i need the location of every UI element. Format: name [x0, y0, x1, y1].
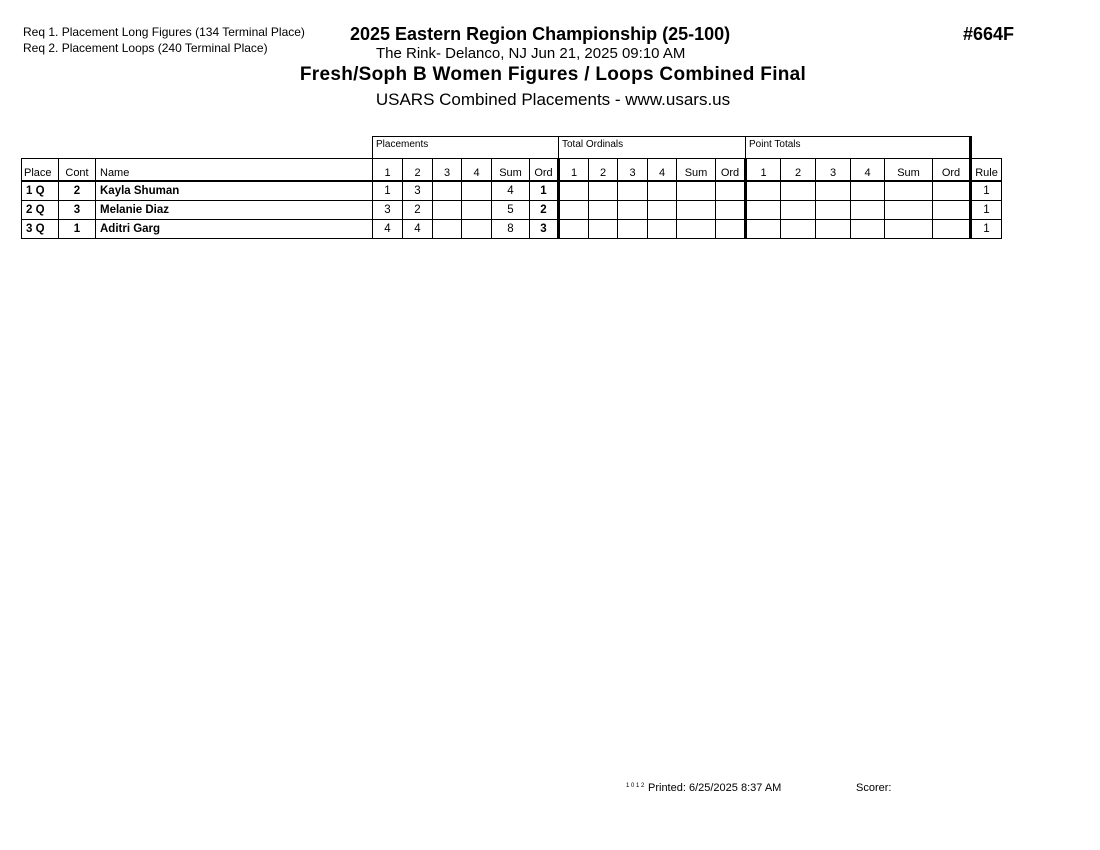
- empty-cell: [851, 181, 885, 201]
- empty-cell: [559, 220, 589, 239]
- ord-cell: 1: [530, 181, 559, 201]
- empty-cell: [716, 181, 746, 201]
- col-to-sum: Sum: [677, 159, 716, 182]
- col-pt-3: 3: [816, 159, 851, 182]
- footer-code: 1 0 1 2: [626, 783, 645, 789]
- col-pl-4: 4: [462, 159, 492, 182]
- group-total-ordinals: Total Ordinals: [559, 137, 746, 159]
- col-name: Name: [96, 159, 373, 182]
- placement-4-cell: [462, 201, 492, 220]
- empty-cell: [618, 220, 648, 239]
- col-to-1: 1: [559, 159, 589, 182]
- table-row: [22, 181, 1002, 201]
- placement-2-cell: 2: [403, 201, 433, 220]
- table-row: [22, 220, 1002, 239]
- col-pl-ord: Ord: [530, 159, 559, 182]
- column-header-row: [22, 159, 1002, 182]
- col-pt-ord: Ord: [933, 159, 971, 182]
- placement-3-cell: [433, 220, 462, 239]
- empty-cell: [851, 220, 885, 239]
- placement-3-cell: [433, 201, 462, 220]
- ord-cell: 2: [530, 201, 559, 220]
- empty-cell: [589, 201, 618, 220]
- empty-cell: [816, 201, 851, 220]
- name-cell: Kayla Shuman: [96, 181, 373, 201]
- group-spacer-rule: [971, 137, 1002, 159]
- empty-cell: [677, 201, 716, 220]
- empty-cell: [559, 181, 589, 201]
- empty-cell: [933, 201, 971, 220]
- placement-3-cell: [433, 181, 462, 201]
- requirement-1: Req 1. Placement Long Figures (134 Terminal Place): [23, 25, 305, 39]
- cont-cell: 1: [59, 220, 96, 239]
- col-pl-2: 2: [403, 159, 433, 182]
- empty-cell: [618, 181, 648, 201]
- col-pl-sum: Sum: [492, 159, 530, 182]
- placement-2-cell: 3: [403, 181, 433, 201]
- group-placements: Placements: [373, 137, 559, 159]
- championship-title: 2025 Eastern Region Championship (25-100): [350, 24, 731, 44]
- empty-cell: [885, 201, 933, 220]
- place-cell: 1 Q: [22, 181, 59, 201]
- subtitle: USARS Combined Placements - www.usars.us: [375, 90, 731, 109]
- placement-4-cell: [462, 220, 492, 239]
- empty-cell: [885, 181, 933, 201]
- empty-cell: [559, 201, 589, 220]
- printed-timestamp: Printed: 6/25/2025 8:37 AM: [648, 782, 782, 794]
- place-cell: 3 Q: [22, 220, 59, 239]
- empty-cell: [648, 201, 677, 220]
- empty-cell: [781, 220, 816, 239]
- ord-cell: 3: [530, 220, 559, 239]
- col-pl-1: 1: [373, 159, 403, 182]
- col-rule: Rule: [971, 159, 1002, 182]
- table-row: [22, 201, 1002, 220]
- results-table: [21, 136, 1002, 239]
- col-to-2: 2: [589, 159, 618, 182]
- col-pt-4: 4: [851, 159, 885, 182]
- col-cont: Cont: [59, 159, 96, 182]
- empty-cell: [933, 220, 971, 239]
- event-number: #664F: [963, 24, 1015, 44]
- empty-cell: [781, 181, 816, 201]
- empty-cell: [618, 201, 648, 220]
- empty-cell: [885, 220, 933, 239]
- empty-cell: [589, 220, 618, 239]
- col-pt-1: 1: [746, 159, 781, 182]
- empty-cell: [746, 220, 781, 239]
- empty-cell: [746, 181, 781, 201]
- col-to-3: 3: [618, 159, 648, 182]
- col-pl-3: 3: [433, 159, 462, 182]
- empty-cell: [816, 220, 851, 239]
- placement-1-cell: 1: [373, 181, 403, 201]
- rule-cell: 1: [971, 201, 1002, 220]
- sum-cell: 4: [492, 181, 530, 201]
- sum-cell: 5: [492, 201, 530, 220]
- col-pt-sum: Sum: [885, 159, 933, 182]
- empty-cell: [716, 220, 746, 239]
- group-spacer: [22, 137, 373, 159]
- placement-2-cell: 4: [403, 220, 433, 239]
- venue-date: The Rink- Delanco, NJ Jun 21, 2025 09:10 AM: [376, 45, 686, 62]
- requirement-2: Req 2. Placement Loops (240 Terminal Place): [23, 41, 268, 55]
- name-cell: Aditri Garg: [96, 220, 373, 239]
- placement-4-cell: [462, 181, 492, 201]
- empty-cell: [781, 201, 816, 220]
- event-title: Fresh/Soph B Women Figures / Loops Combined Final: [299, 64, 807, 85]
- placement-1-cell: 3: [373, 201, 403, 220]
- col-place: Place: [22, 159, 59, 182]
- name-cell: Melanie Diaz: [96, 201, 373, 220]
- col-to-ord: Ord: [716, 159, 746, 182]
- empty-cell: [648, 220, 677, 239]
- empty-cell: [816, 181, 851, 201]
- empty-cell: [851, 201, 885, 220]
- empty-cell: [589, 181, 618, 201]
- scorer-label: Scorer:: [856, 782, 892, 794]
- group-point-totals: Point Totals: [746, 137, 971, 159]
- placement-1-cell: 4: [373, 220, 403, 239]
- empty-cell: [746, 201, 781, 220]
- sum-cell: 8: [492, 220, 530, 239]
- cont-cell: 3: [59, 201, 96, 220]
- col-pt-2: 2: [781, 159, 816, 182]
- empty-cell: [716, 201, 746, 220]
- col-to-4: 4: [648, 159, 677, 182]
- rule-cell: 1: [971, 181, 1002, 201]
- empty-cell: [677, 220, 716, 239]
- cont-cell: 2: [59, 181, 96, 201]
- group-header-row: [22, 137, 1002, 159]
- empty-cell: [648, 181, 677, 201]
- rule-cell: 1: [971, 220, 1002, 239]
- place-cell: 2 Q: [22, 201, 59, 220]
- empty-cell: [933, 181, 971, 201]
- empty-cell: [677, 181, 716, 201]
